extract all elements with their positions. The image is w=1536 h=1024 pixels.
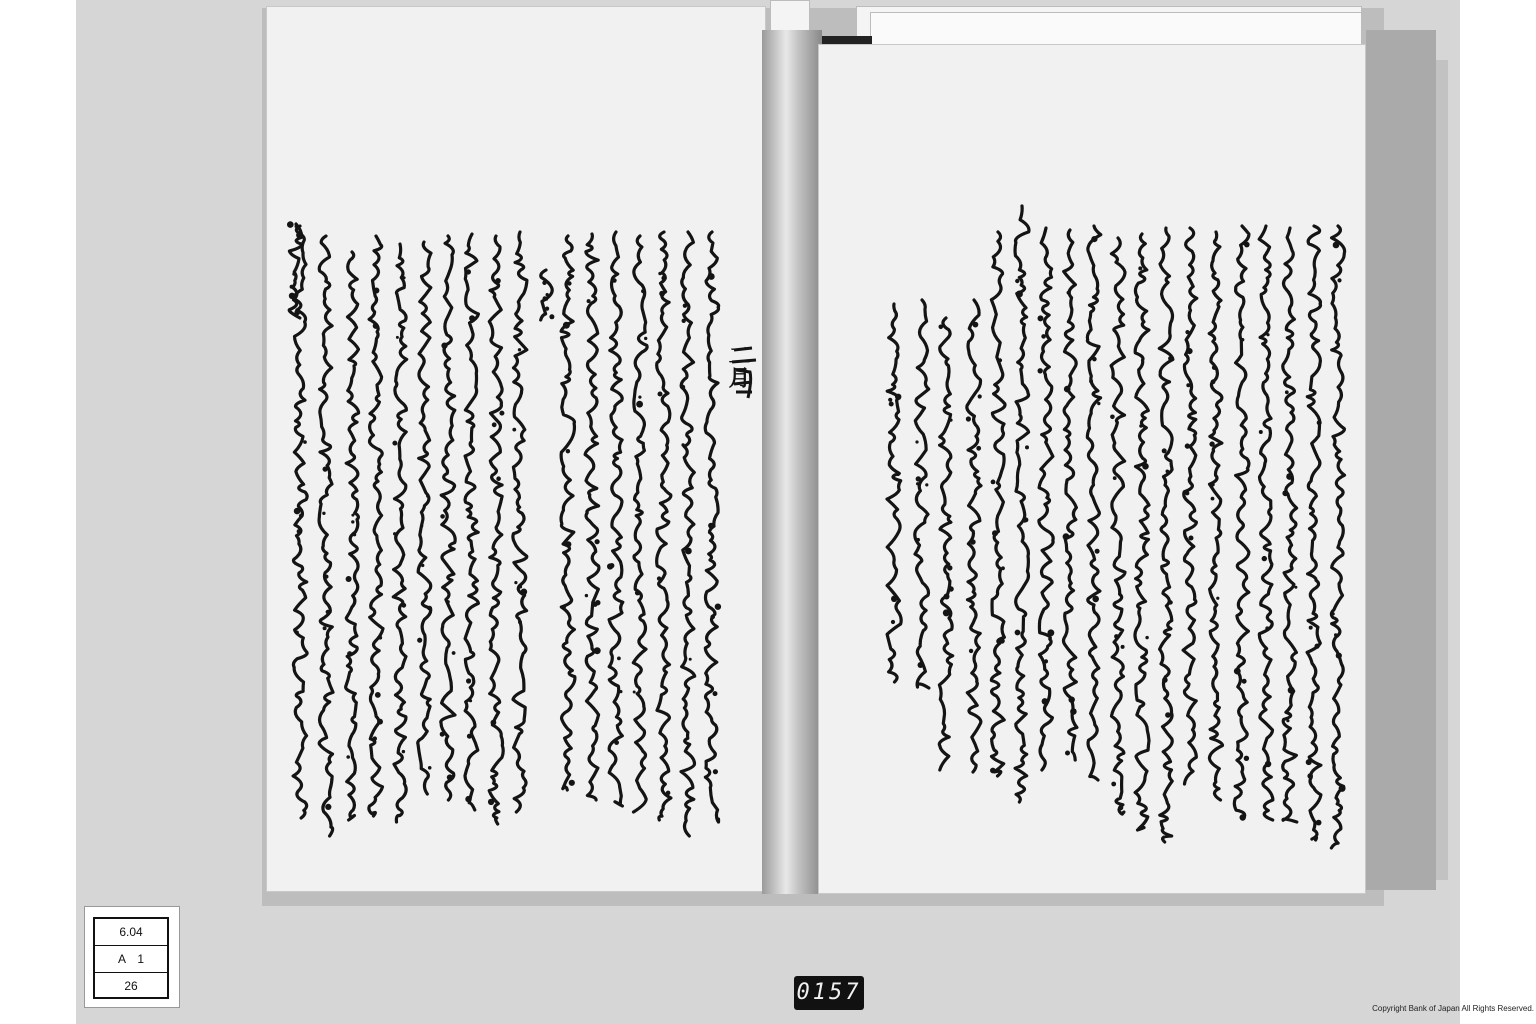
handwritten-column xyxy=(561,236,575,790)
handwritten-column xyxy=(633,236,648,812)
label-row-1: 6.04 xyxy=(95,919,167,946)
handwritten-column xyxy=(1159,228,1173,842)
handwritten-column xyxy=(465,234,478,810)
handwritten-column xyxy=(1331,226,1345,848)
handwritten-column xyxy=(541,270,555,320)
handwritten-column xyxy=(915,300,929,688)
handwritten-column xyxy=(966,300,982,772)
handwritten-column xyxy=(488,236,505,824)
handwritten-column xyxy=(440,236,456,800)
archive-label xyxy=(84,906,180,1008)
handwritten-column xyxy=(1234,226,1250,821)
handwritten-column xyxy=(1038,228,1055,770)
archive-label-box xyxy=(93,917,169,999)
frame-number: 0157 xyxy=(794,976,864,1010)
handwritten-column xyxy=(1135,234,1149,830)
handwritten-column xyxy=(990,232,1005,776)
handwritten-column xyxy=(1015,206,1029,802)
handwritten-column xyxy=(319,236,333,836)
handwritten-column xyxy=(887,304,901,682)
handwritten-column xyxy=(1063,230,1077,760)
handwritten-column xyxy=(1209,232,1222,800)
handwritten-column xyxy=(1183,228,1197,784)
handwritten-column xyxy=(1259,226,1273,820)
handwritten-column xyxy=(657,232,671,820)
handwritten-column xyxy=(1087,226,1100,780)
handwritten-column xyxy=(369,236,383,816)
handwritten-column xyxy=(705,232,721,822)
handwritten-column xyxy=(585,234,601,800)
handwritten-column xyxy=(346,252,359,820)
handwritten-column xyxy=(392,244,406,822)
handwritten-column xyxy=(512,232,527,812)
label-row-2: A 1 xyxy=(95,946,167,973)
handwritten-column xyxy=(1110,238,1125,814)
handwritten-column xyxy=(1306,226,1322,840)
handwritten-column xyxy=(680,232,695,836)
copyright-notice: Copyright Bank of Japan All Rights Reserved. xyxy=(1372,1004,1534,1013)
handwritten-column xyxy=(939,318,954,770)
left-page-heading: 二月 xyxy=(725,344,751,388)
handwritten-column xyxy=(417,242,432,794)
label-row-3: 26 xyxy=(124,979,138,993)
handwritten-column xyxy=(607,232,623,806)
month-heading-mark xyxy=(732,348,756,398)
handwritten-column xyxy=(1282,228,1297,822)
